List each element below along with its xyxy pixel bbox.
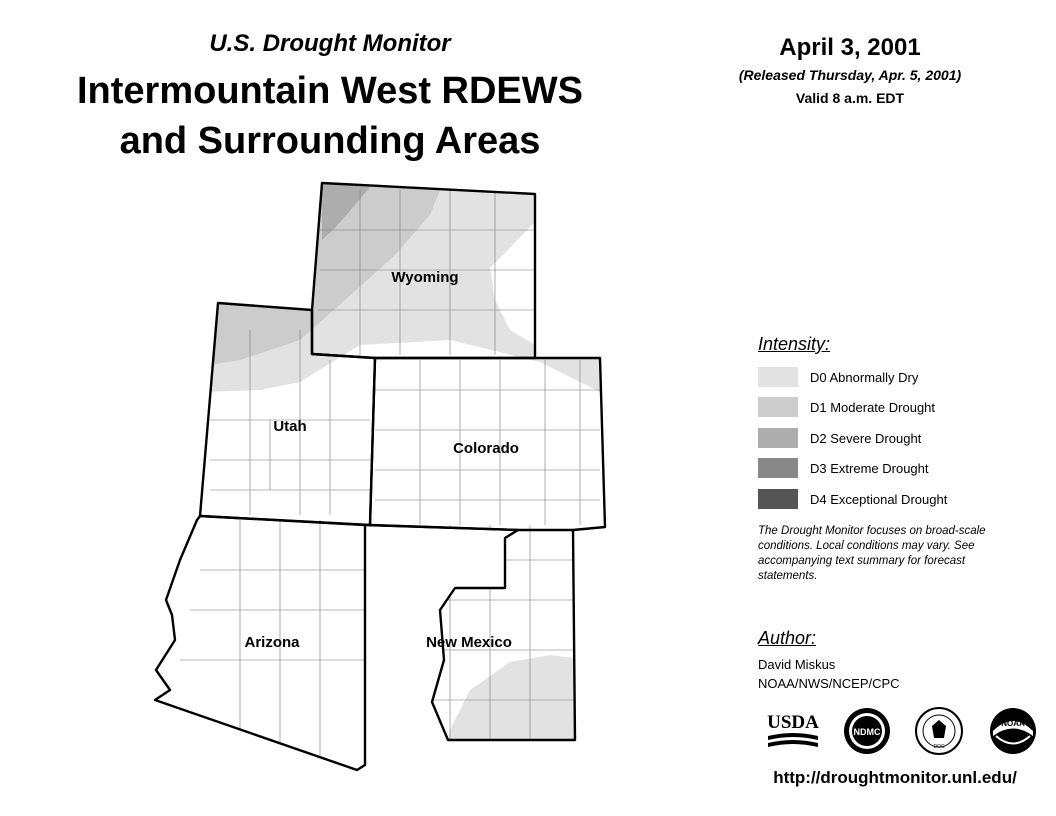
legend-swatch-d0 [758, 367, 798, 387]
state-label-arizona: Arizona [244, 634, 300, 651]
website-url: http://droughtmonitor.unl.edu/ [773, 768, 1017, 787]
legend-swatch-d4 [758, 489, 798, 509]
legend-swatch-d3 [758, 458, 798, 478]
disclaimer-note: The Drought Monitor focuses on broad-scale conditions. Local conditions may vary. See accompanying text summary for forecast statements. [758, 525, 986, 582]
state-label-colorado: Colorado [453, 440, 519, 457]
legend-label-d0: D0 Abnormally Dry [810, 369, 919, 385]
legend-heading: Intensity: [758, 334, 831, 354]
doc-seal-logo [914, 706, 964, 756]
noaa-logo-text: NOAA [1001, 719, 1025, 728]
legend-label-d3: D3 Extreme Drought [810, 460, 929, 476]
legend-label-d2: D2 Severe Drought [810, 430, 922, 446]
legend-swatch-d1 [758, 397, 798, 417]
doc-logo-text: DOC [933, 744, 945, 750]
legend-item-d1 [758, 396, 935, 418]
state-label-new-mexico: New Mexico [426, 634, 512, 651]
noaa-logo [988, 706, 1038, 756]
release-date: (Released Thursday, Apr. 5, 2001) [738, 67, 962, 83]
drought-areas [205, 183, 600, 740]
ndmc-logo-text: NDMC [853, 727, 881, 737]
author-org: NOAA/NWS/NCEP/CPC [758, 676, 900, 691]
map-date: April 3, 2001 [779, 34, 921, 61]
usda-logo-text: USDA [767, 712, 819, 733]
legend-label-d1: D1 Moderate Drought [810, 399, 936, 415]
legend-item-d2 [758, 427, 921, 449]
title-line-2: and Surrounding Areas [119, 120, 541, 162]
title-line-1: Intermountain West RDEWS [77, 70, 583, 112]
author-name: David Miskus [758, 657, 836, 672]
legend-swatch-d2 [758, 428, 798, 448]
legend-item-d4 [758, 488, 947, 510]
state-label-wyoming: Wyoming [391, 269, 459, 286]
legend-item-d3 [758, 457, 929, 479]
valid-time: Valid 8 a.m. EDT [795, 90, 905, 106]
map-subtitle: U.S. Drought Monitor [209, 30, 451, 57]
ndmc-logo [842, 706, 892, 756]
author-heading: Author: [758, 628, 817, 648]
usda-logo [766, 706, 820, 756]
legend-label-d4: D4 Exceptional Drought [810, 491, 948, 507]
legend-item-d0 [758, 366, 918, 388]
d0-area-southeast [448, 655, 575, 740]
state-label-utah: Utah [273, 418, 307, 435]
